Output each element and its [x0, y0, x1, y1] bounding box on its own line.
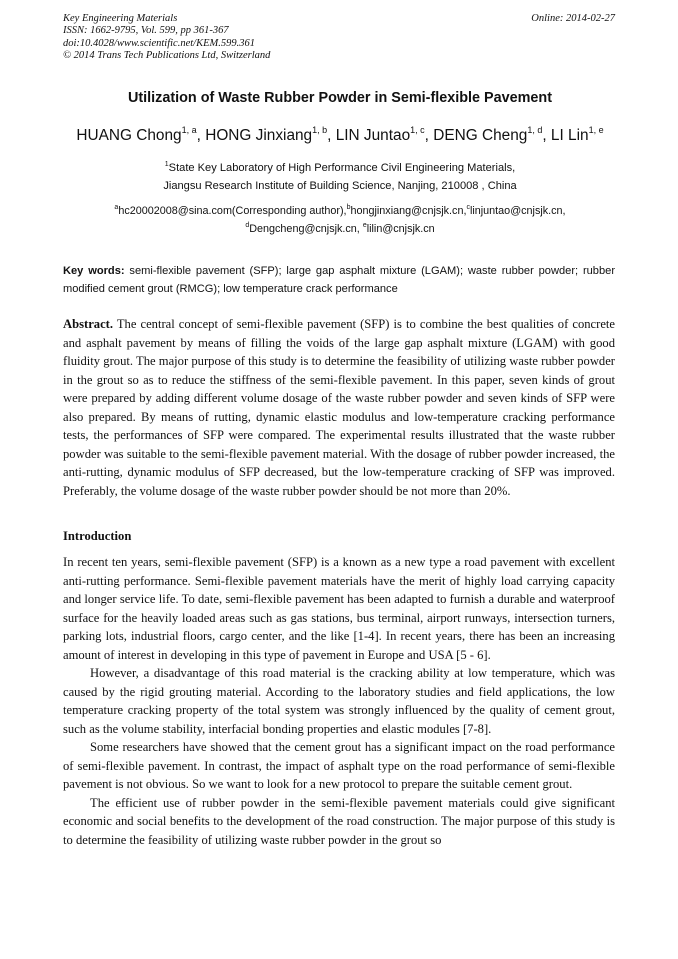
author-separator: ,: [327, 127, 336, 144]
intro-paragraph: In recent ten years, semi-flexible pavement (SFP) is a known as a new type a road pavement with excellent anti-rutting performance. Semi-flexible pavement materials have the merit of highly load carrying capacity and longer service life. To date, semi-flexible pavement has been adapted to furnish a durable and waterproof surface for the heavily loaded areas such as gas stations, bus terminal, airport runways, intersection turners, parking lots, industrial floors, cargo center, and the like [1-4]. In recent years, there has been an increasing amount of interest in developing in this type of pavement in Europe and USA [5 - 6].: [63, 555, 615, 662]
affiliation-line-2: Jiangsu Research Institute of Building Science, Nanjing, 210008 , China: [163, 180, 517, 192]
email-b: hongjinxiang@cnjsjk.cn,: [350, 205, 467, 217]
email-mark: c: [466, 204, 470, 211]
author-affiliation-mark: 1, b: [312, 125, 328, 135]
intro-paragraph: Some researchers have showed that the cement grout has a significant impact on the road performance of semi-flexible pavement. In contrast, the impact of asphalt type on the road performance of semi-flexible pavement is not obvious. So we want to look for a new protocol to prepare the suitable cement grout.: [63, 740, 615, 791]
abstract-label: Abstract.: [63, 317, 114, 331]
abstract: [63, 315, 615, 500]
author-affiliation-mark: 1, c: [410, 125, 425, 135]
author-list: [40, 127, 640, 145]
keywords-text: semi-flexible pavement (SFP); large gap asphalt mixture (LGAM); waste rubber powder; rubber modified cement grout (RMCG); low temperature crack performance: [63, 265, 616, 295]
abstract-text: The central concept of semi-flexible pavement (SFP) is to combine the best qualities of concrete and asphalt pavement by means of filling the voids of the large gap asphalt mixture (LGAM) with good fluidity grout. The major purpose of this study is to determine the feasibility of utilizing waste rubber powder in the grout so as to reduce the stiffness of the semi-flexible pavement. In this paper, seven kinds of grout were prepared by adding different volume dosage of the waste rubber powder and seven kinds of SFP were also prepared. By means of rutting, dynamic elastic modulus and low-temperature cracking performance tests, the performances of SFP were compared. The experimental results illustrated that the waste rubber powder was suitable to the semi-flexible pavement material. With the dosage of rubber powder increased, the anti-rutting, dynamic modulus of SFP decreased, but the low-temperature cracking of SFP was improved. Preferably, the volume dosage of the waste rubber powder should be not more than 20%.: [63, 317, 615, 498]
author-separator: ,: [196, 127, 206, 144]
author-separator: ,: [424, 127, 434, 144]
introduction-body: [63, 553, 615, 849]
author-name: HONG Jinxiang: [205, 127, 313, 144]
affiliation-line-1: State Key Laboratory of High Performance Civil Engineering Materials,: [168, 162, 516, 174]
author-affiliation-mark: 1, a: [181, 125, 197, 135]
email-e: lilin@cnjsjk.cn: [366, 223, 435, 235]
journal-header: [63, 13, 615, 62]
email-mark: b: [346, 204, 351, 211]
author-name: DENG Cheng: [433, 127, 528, 144]
email-d: Dengcheng@cnjsjk.cn,: [249, 223, 363, 235]
keywords: [63, 262, 615, 298]
copyright-line: © 2014 Trans Tech Publications Ltd, Switzerland: [63, 49, 271, 61]
author-name: LI Lin: [550, 127, 589, 144]
author-affiliation-mark: 1, d: [527, 125, 543, 135]
email-mark: e: [362, 222, 367, 229]
keywords-label: Key words:: [63, 265, 125, 277]
email-c: linjuntao@cnjsjk.cn,: [469, 205, 566, 217]
section-heading-introduction: Introduction: [63, 529, 132, 543]
author-emails: [40, 202, 640, 238]
affiliation: [40, 159, 640, 195]
intro-paragraph: The efficient use of rubber powder in the semi-flexible pavement materials could give significant economic and social benefits to the development of the road construction. The major purpose of this study is to determine the feasibility of utilizing waste rubber powder in the grout so: [63, 795, 615, 847]
author-separator: ,: [542, 127, 551, 144]
paper-title: Utilization of Waste Rubber Powder in Semi-flexible Pavement: [127, 90, 553, 106]
email-a: hc20002008@sina.com(Corresponding author),: [118, 205, 347, 217]
affiliation-mark: 1: [164, 161, 169, 168]
author-affiliation-mark: 1, e: [588, 125, 604, 135]
journal-name: Key Engineering Materials: [63, 13, 178, 24]
email-mark: d: [245, 222, 250, 229]
issn-line: ISSN: 1662-9795, Vol. 599, pp 361-367: [63, 25, 229, 37]
intro-paragraph: However, a disadvantage of this road material is the cracking ability at low temperature, which was caused by the rigid grouting material. According to the laboratory studies and field applications, the low temperature cracking property of the total system was strongly influenced by the quality of cement grout, such as the volume stability, interfacial bonding properties and elastic modules [7-8].: [63, 666, 615, 736]
email-mark: a: [114, 204, 119, 211]
online-date: Online: 2014-02-27: [531, 13, 615, 24]
doi-line: doi:10.4028/www.scientific.net/KEM.599.361: [63, 37, 255, 49]
author-name: LIN Juntao: [335, 127, 411, 144]
author-name: HUANG Chong: [76, 127, 182, 144]
